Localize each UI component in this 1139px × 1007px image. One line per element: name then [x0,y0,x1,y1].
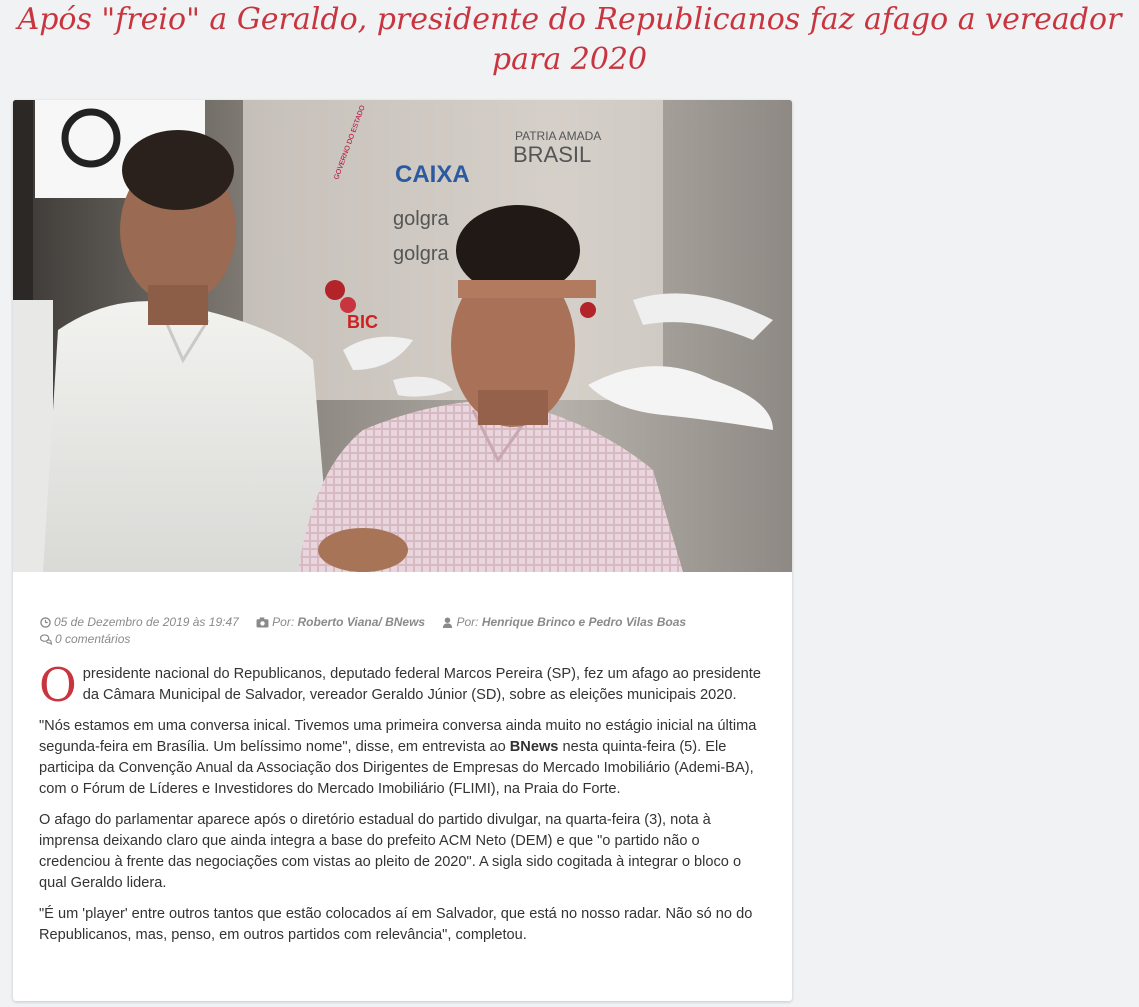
photo-credit-name: Roberto Viana/ BNews [297,615,426,629]
banner-golgra-2: golgra [393,243,449,265]
article-title: Após "freio" a Geraldo, presidente do Republicanos faz afago a vereador para 2020 [17,2,1122,77]
banner-golgra-1: golgra [393,208,449,230]
banner-patria: PATRIA AMADA [515,129,602,143]
meta-photo-credit: Por: Roberto Viana/ BNews [256,615,428,629]
meta-authors: Por: Henrique Brinco e Pedro Vilas Boas [442,615,686,629]
clock-icon [40,617,51,628]
paragraph-2: "Nós estamos em uma conversa inical. Tivemos uma primeira conversa ainda muito no estágio inicial na última segunda-feira em Brasília. Um belíssimo nome", disse, em entrevista ao BNews nesta quinta-feira (5). Ele participa da Convenção Anual da Associação dos Dirigentes de Empresas do Mercado Imobiliário (Ademi-BA), com o Fórum de Líderes e Investidores do Mercado Imobiliário (FLIMI), na Praia do Forte. [39,718,757,797]
banner-caixa: CAIXA [395,161,470,188]
paragraph-1: Opresidente nacional do Republicanos, deputado federal Marcos Pereira (SP), fez um afago ao presidente da Câmara Municipal de Salvador, vereador Geraldo Júnior (SD), sobre as eleições municipais 2020. [39,658,761,712]
article-body [39,658,769,956]
banner-gov: GOVERNO DO ESTADO [333,104,367,181]
meta-comments[interactable]: 0 comentários [40,632,130,646]
user-icon [442,617,453,628]
dropcap: O [39,658,77,712]
article-card [13,100,792,1001]
banner-bic: BIC [347,312,378,332]
camera-icon [256,617,269,628]
meta-date: 05 de Dezembro de 2019 às 19:47 [40,615,242,629]
banner-brasil: BRASIL [513,142,592,167]
comments-icon [40,634,52,645]
paragraph-4: "É um 'player' entre outros tantos que estão colocados aí em Salvador, que está no nosso radar. Não só no do Republicanos, mas, penso, em outros partidos com relevância", completou. [39,906,753,943]
bnews-highlight: BNews [509,739,559,755]
paragraph-3: O afago do parlamentar aparece após o diretório estadual do partido divulgar, na quarta-feira (3), nota à imprensa deixando claro que ainda integra a base do prefeito ACM Neto (DEM) e que "o partido não o credenciou à frente das negociações com vistas ao pleito de 2020". A sigla sido cogitada à integrar o bloco o qual Geraldo lidera. [39,812,742,891]
author-names: Henrique Brinco e Pedro Vilas Boas [481,615,687,629]
article-meta [40,614,770,648]
article-photo [13,100,792,572]
